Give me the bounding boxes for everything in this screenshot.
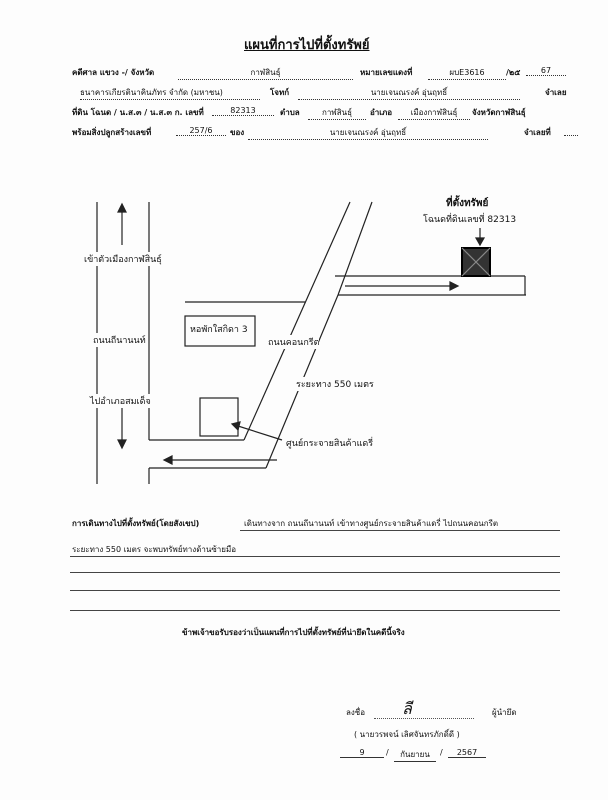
to-city-label: เข้าตัวเมืองกาฬสินธุ์ bbox=[84, 252, 162, 266]
arrow-from-dairy-head bbox=[164, 456, 172, 464]
sign-day: 9 bbox=[340, 748, 384, 758]
owner-value: นายเจนณรงค์ อุ่นฤทธิ์ bbox=[248, 126, 488, 140]
sign-year: 2567 bbox=[448, 748, 486, 758]
concrete-road-left-edge bbox=[244, 202, 350, 440]
court-value: กาฬสินธุ์ bbox=[178, 66, 353, 80]
property-title: ที่ตั้งทรัพย์ bbox=[446, 198, 489, 209]
sign-role: ผู้นำยึด bbox=[492, 708, 517, 717]
sign-label: ลงชื่อ bbox=[346, 708, 366, 717]
district-label: อำเภอ bbox=[370, 108, 393, 117]
distance-label: ระยะทาง 550 เมตร bbox=[296, 377, 374, 391]
dairy-center-label: ศูนย์กระจายสินค้าแดรี่ bbox=[286, 436, 373, 450]
case-year: 67 bbox=[526, 66, 566, 76]
arrow-to-district-head bbox=[118, 440, 126, 448]
signature-mark: ลี bbox=[402, 699, 412, 718]
property-deed: โฉนดที่ดินเลขที่ 82313 bbox=[423, 215, 517, 225]
of-label: ของ bbox=[230, 128, 245, 137]
dorm-label: หอพักใสกิดา 3 bbox=[190, 325, 248, 335]
land-label: ที่ดิน โฉนด / น.ส.๓ / น.ส.๓ ก. เลขที่ bbox=[72, 108, 204, 117]
case-sep: /๒๕ bbox=[506, 68, 521, 77]
to-district-label: ไปอำเภอสมเด็จ bbox=[90, 394, 151, 408]
directions-line2: ระยะทาง 550 เมตร จะพบทรัพย์ทางด้านซ้ายมือ bbox=[72, 545, 237, 554]
district-value: เมืองกาฬสินธุ์ bbox=[398, 106, 470, 120]
defendant-label: จำเลย bbox=[545, 88, 567, 97]
case-value: ผบE3616 bbox=[428, 66, 506, 80]
signer-name: ( นายวรพจน์ เลิศจันทรภักดิ์ดี ) bbox=[354, 730, 460, 739]
page-title: แผนที่การไปที่ตั้งทรัพย์ bbox=[244, 38, 370, 53]
court-label: คดีศาล แขวง -/ จังหวัด bbox=[72, 68, 155, 77]
certify-statement: ข้าพเจ้าขอรับรองว่าเป็นแผนที่การไปที่ตั้งทรัพย์ที่น่ายึดในคดีนี้จริง bbox=[182, 628, 405, 637]
concrete-road-right-edge-upper bbox=[338, 202, 372, 295]
defendant-value: นายเจนณรงค์ อุ่นฤทธิ์ bbox=[298, 86, 520, 100]
plaintiff-label: โจทก์ bbox=[270, 88, 290, 97]
province-label: จังหวัดกาฬสินธุ์ bbox=[472, 108, 526, 117]
owner-role-label: จำเลยที่ bbox=[524, 128, 551, 137]
directions-label: การเดินทางไปที่ตั้งทรัพย์(โดยสังเขป) bbox=[72, 519, 200, 528]
subdistrict-value: กาฬสินธุ์ bbox=[308, 106, 366, 120]
directions-line1: เดินทางจาก ถนนถีนานนท์ เข้าทางศูนย์กระจายสินค้าแดรี่ ไปถนนคอนกรีต bbox=[244, 519, 499, 528]
main-road-label: ถนนถีนานนท์ bbox=[93, 333, 146, 347]
land-no: 82313 bbox=[212, 106, 274, 116]
sign-month: กันยายน bbox=[394, 748, 436, 762]
concrete-road-label: ถนนคอนกรีต bbox=[268, 335, 319, 349]
building-no: 257/6 bbox=[176, 126, 226, 136]
arrow-to-property-head bbox=[450, 282, 458, 290]
arrow-to-city-head bbox=[118, 204, 126, 212]
plaintiff-value: ธนาคารเกียรตินาคินภัทร จำกัด (มหาชน) bbox=[80, 86, 260, 100]
subdistrict-label: ตำบล bbox=[280, 108, 300, 117]
building-label: พร้อมสิ่งปลูกสร้างเลขที่ bbox=[72, 128, 152, 137]
case-label: หมายเลขแดงที่ bbox=[360, 68, 413, 77]
dairy-center-building bbox=[200, 398, 238, 436]
property-marker bbox=[462, 248, 490, 276]
pointer-property-head bbox=[476, 238, 484, 245]
pointer-dairy-head bbox=[232, 422, 240, 430]
